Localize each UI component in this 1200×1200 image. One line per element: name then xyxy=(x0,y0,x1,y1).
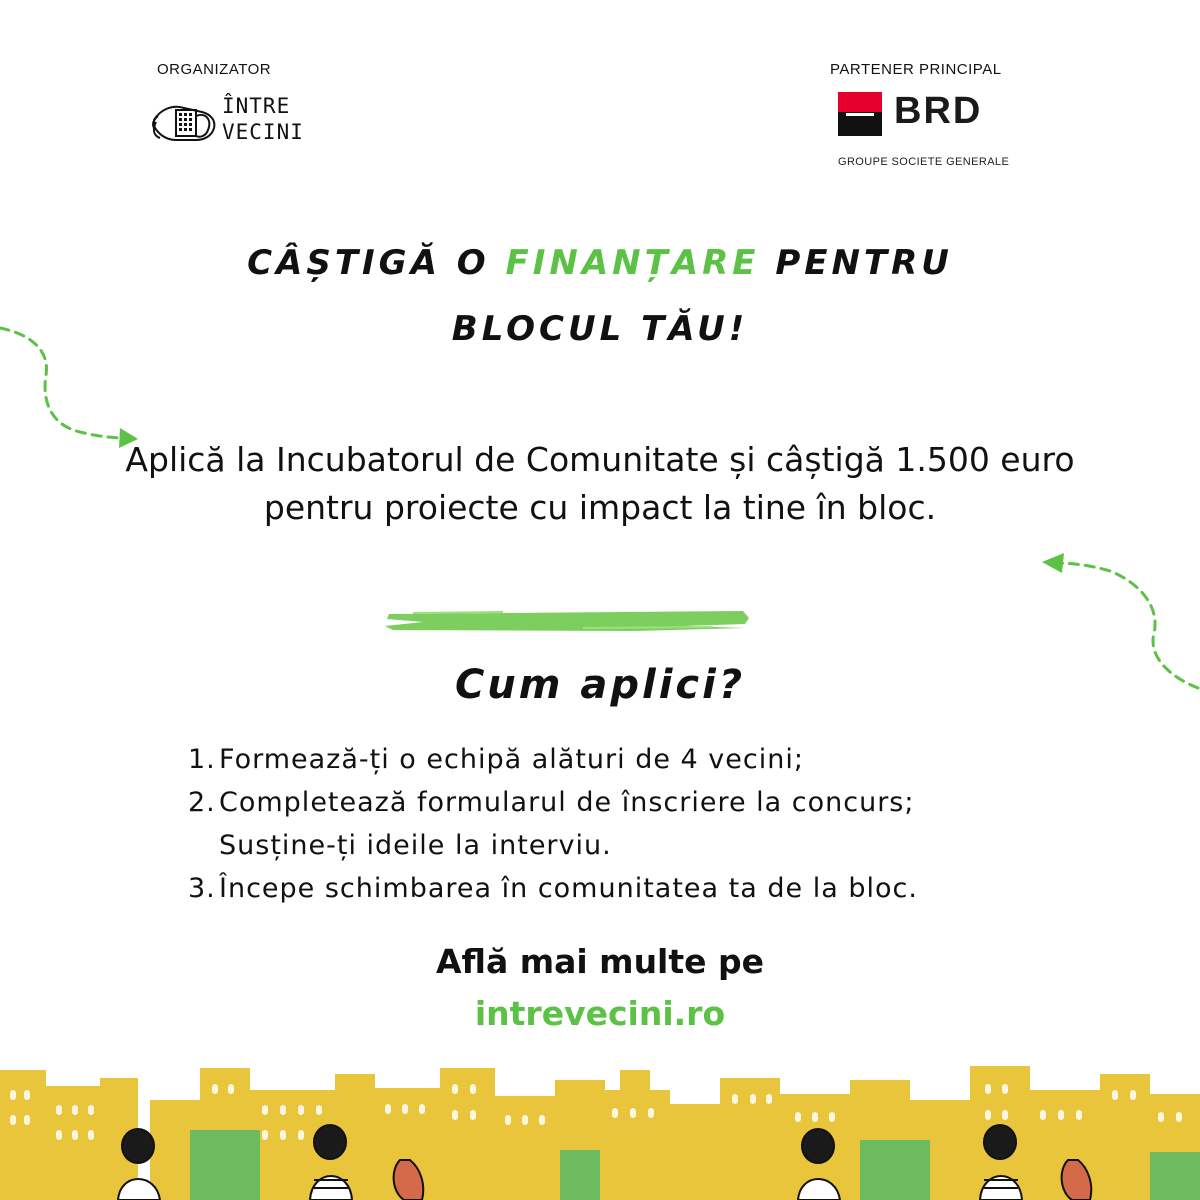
step-text: Completează formularul de înscriere la concurs; xyxy=(219,787,915,818)
intre-vecini-logo xyxy=(150,90,304,154)
logo-line1: ÎNTRE xyxy=(222,94,291,118)
how-to-title: Cum aplici? xyxy=(454,662,746,708)
brd-square-icon xyxy=(838,92,882,136)
step-text: Formează-ți o echipă alături de 4 vecini; xyxy=(219,744,804,775)
brd-logo xyxy=(838,92,988,138)
headline-line2: BLOCUL TĂU! xyxy=(451,309,749,349)
headline-text-before: CÂȘTIGĂ O xyxy=(247,243,506,283)
brush-stroke-divider xyxy=(383,608,751,632)
dashed-arrow-left-icon xyxy=(0,320,150,450)
step-number: 3. xyxy=(188,873,216,904)
organizer-label: ORGANIZATOR xyxy=(157,61,272,78)
steps-list xyxy=(188,738,1048,910)
step-number: 2. xyxy=(188,787,216,818)
list-item xyxy=(188,781,1048,824)
step-text: Susține-ți ideile la interviu. xyxy=(219,830,612,861)
logo-line2: VECINI xyxy=(222,120,304,144)
website-link[interactable]: intrevecini.ro xyxy=(474,994,726,1033)
intro-text: Aplică la Incubatorul de Comunitate și câștigă 1.500 euro pentru proiecte cu impact la tine în bloc. xyxy=(125,440,1075,527)
list-item-continuation xyxy=(188,824,1048,867)
step-number: 1. xyxy=(188,744,216,775)
learn-more-text: Află mai multe pe xyxy=(435,942,765,981)
headline-line1 xyxy=(0,243,1200,283)
list-item xyxy=(188,867,1048,910)
list-item xyxy=(188,738,1048,781)
step-text: Începe schimbarea în comunitatea ta de la bloc. xyxy=(219,873,918,904)
headline-highlight: FINANȚARE xyxy=(505,243,760,283)
city-illustration xyxy=(0,1060,1200,1200)
brd-logo-text: BRD xyxy=(894,90,983,132)
partner-label: PARTENER PRINCIPAL xyxy=(830,61,1002,78)
handshake-icon xyxy=(150,90,220,154)
brd-subtitle: GROUPE SOCIETE GENERALE xyxy=(838,156,1010,168)
headline-text-after: PENTRU xyxy=(759,243,953,283)
